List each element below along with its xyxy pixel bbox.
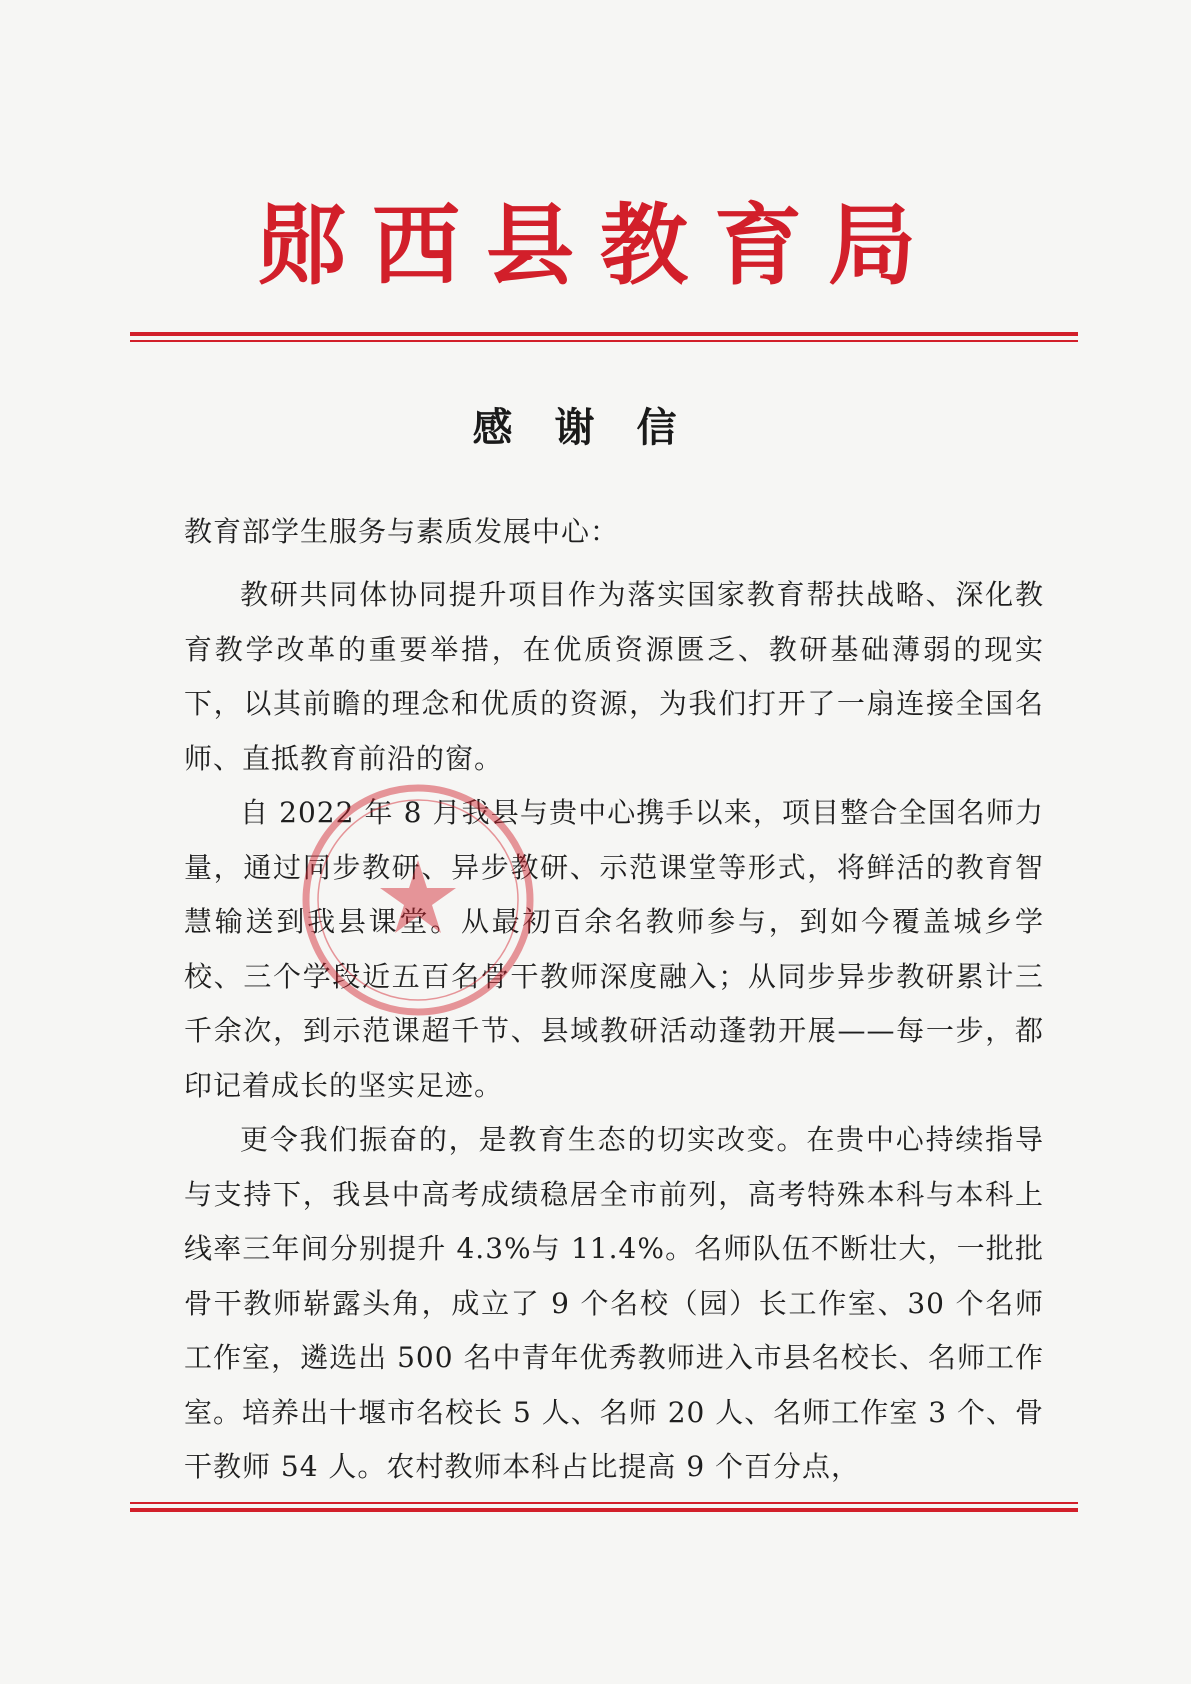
- letterhead-rule-thin: [130, 340, 1078, 342]
- letterhead-rule-thick: [130, 332, 1078, 336]
- letter-title: 感谢信: [472, 404, 719, 451]
- footer-rule-thick: [130, 1508, 1078, 1512]
- paragraph: 自 2022 年 8 月我县与贵中心携手以来，项目整合全国名师力量，通过同步教研、异步教研、示范课堂等形式，将鲜活的教育智慧输送到我县课堂。从最初百余名教师参与，到如今覆盖城乡学校、三个学段近五百名骨干教师深度融入；从同步异步教研累计三千余次，到示范课超千节、县域教研活动蓬勃开展——每一步，都印记着成长的坚实足迹。: [184, 796, 1044, 1102]
- salutation: 教育部学生服务与素质发展中心：: [184, 515, 620, 548]
- paragraph: 教研共同体协同提升项目作为落实国家教育帮扶战略、深化教育教学改革的重要举措，在优质资源匮乏、教研基础薄弱的现实下，以其前瞻的理念和优质的资源，为我们打开了一扇连接全国名师、直抵教育前沿的窗。: [184, 578, 1044, 775]
- letter-body: [184, 568, 1044, 1495]
- letterhead-title: 郧西县教育局: [257, 193, 942, 297]
- paragraph: 更令我们振奋的，是教育生态的切实改变。在贵中心持续指导与支持下，我县中高考成绩稳居全市前列，高考特殊本科与本科上线率三年间分别提升 4.3%与 11.4%。名师队伍不断壮大，一批批骨干教师崭露头角，成立了 9 个名校（园）长工作室、30 个名师工作室，遴选出 500 名中青年优秀教师进入市县名校长、名师工作室。培养出十堰市名校长 5 人、名师 20 人、名师工作室 3 个、骨干教师 54 人。农村教师本科占比提高 9 个百分点，: [184, 1123, 1044, 1483]
- footer-rule-thin: [130, 1502, 1078, 1504]
